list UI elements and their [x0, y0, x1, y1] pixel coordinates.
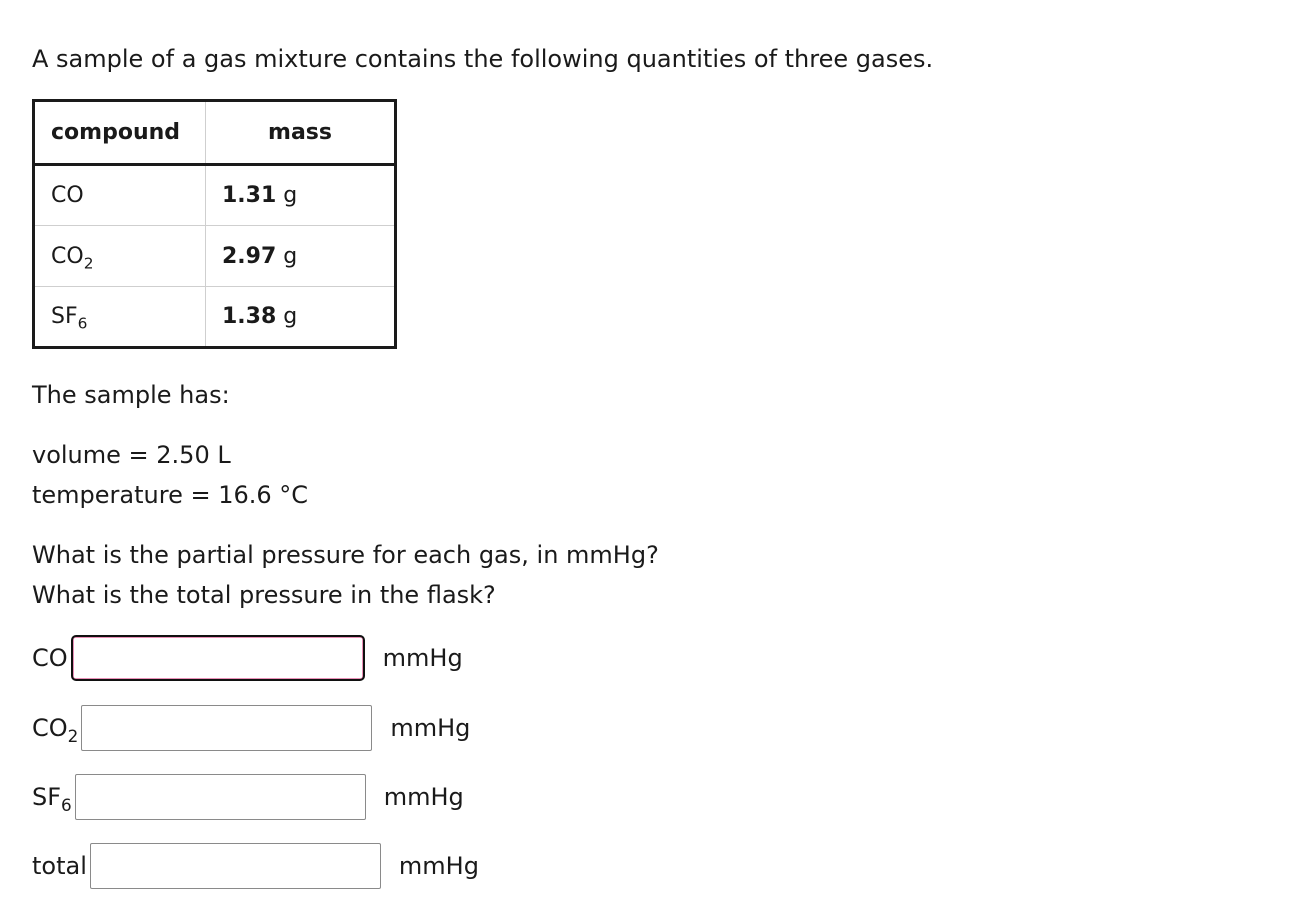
unit-label: mmHg: [398, 852, 479, 880]
compound-subscript: 6: [77, 314, 88, 333]
question-total-pressure: What is the total pressure in the flask?: [32, 581, 496, 609]
co-pressure-input[interactable]: [71, 635, 365, 681]
unit-label: mmHg: [382, 644, 463, 672]
co2-pressure-input[interactable]: [81, 705, 372, 751]
compound-subscript: 2: [83, 253, 94, 272]
mass-cell: [206, 226, 396, 287]
answer-label-sf6: $SF_6$: [32, 783, 72, 815]
answer-row-sf6: [32, 773, 464, 821]
mass-value: 2.97: [222, 243, 277, 269]
problem-intro: A sample of a gas mixture contains the following quantities of three gases.: [32, 45, 934, 73]
answer-row-total: [32, 842, 479, 890]
mass-unit: g: [283, 304, 298, 329]
sf6-pressure-input[interactable]: [75, 774, 366, 820]
question-partial-pressure: What is the partial pressure for each gas, in mmHg?: [32, 541, 659, 569]
table-row: [34, 165, 396, 226]
mass-unit: g: [283, 243, 298, 269]
compound-cell: [34, 226, 206, 287]
compound-cell: [34, 165, 206, 226]
mass-value: 1.38: [222, 304, 277, 329]
mass-unit: g: [283, 183, 298, 208]
unit-label: mmHg: [390, 714, 471, 742]
table-row: [34, 226, 396, 287]
compound-cell: [34, 287, 206, 348]
header-compound: compound: [34, 101, 206, 165]
mass-cell: [206, 165, 396, 226]
sample-volume: volume = 2.50 L: [32, 441, 231, 469]
answer-label-total: total: [32, 852, 87, 880]
total-pressure-input[interactable]: [90, 843, 381, 889]
answer-label-co2: $CO_2$: [32, 714, 79, 746]
mass-cell: [206, 287, 396, 348]
gas-mass-table: [32, 99, 397, 349]
compound-formula: CO: [51, 243, 84, 269]
answer-row-co2: [32, 704, 470, 752]
mass-value: 1.31: [222, 183, 277, 208]
sample-heading: The sample has:: [32, 381, 230, 409]
header-mass: mass: [206, 101, 396, 165]
unit-label: mmHg: [383, 783, 464, 811]
answer-label-co: CO: [32, 644, 68, 672]
compound-formula: SF: [51, 304, 78, 329]
compound-formula: CO: [51, 183, 84, 208]
table-header-row: [34, 101, 396, 165]
sample-temperature: temperature = 16.6 °C: [32, 481, 309, 509]
answer-row-co: [32, 634, 463, 682]
table-row: [34, 287, 396, 348]
